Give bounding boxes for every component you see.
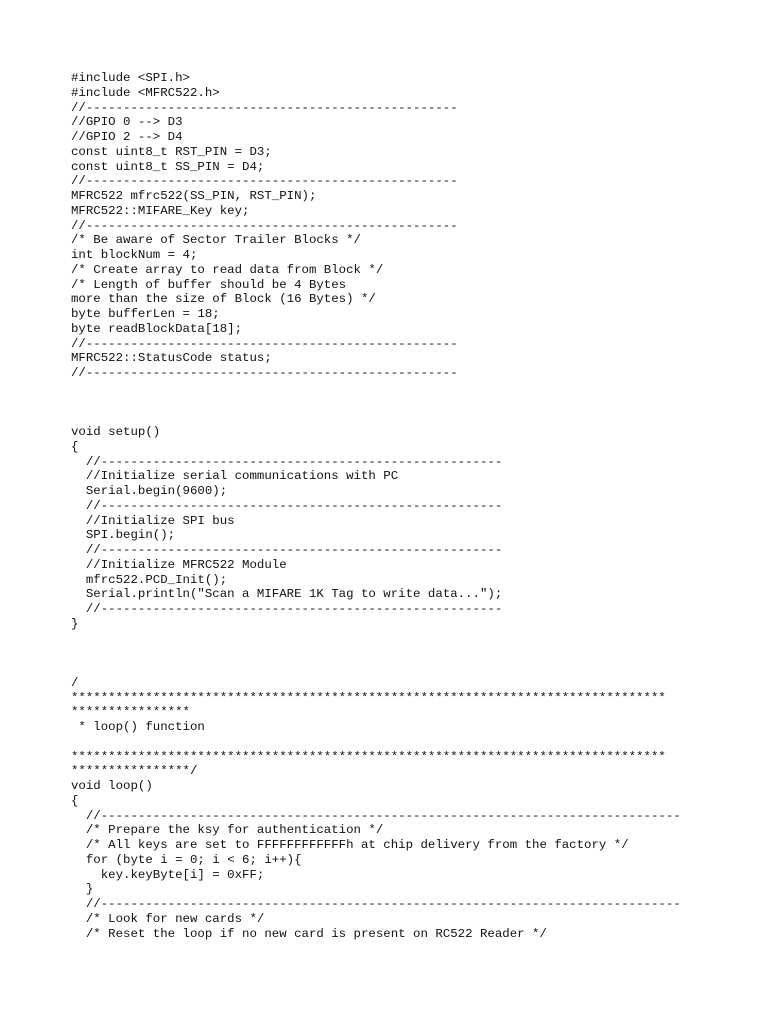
code-line: //------------------------------------------------------ <box>71 498 503 513</box>
code-line: //-------------------------------------------------- <box>71 100 458 115</box>
code-line: /* Length of buffer should be 4 Bytes <box>71 277 347 292</box>
code-line: } <box>71 882 94 897</box>
code-line: //------------------------------------------------------------------------------ <box>71 808 681 823</box>
code-line: //------------------------------------------------------ <box>71 543 503 557</box>
code-line: //------------------------------------------------------------------------------ <box>71 897 681 911</box>
code-line: SPI.begin(); <box>71 528 176 543</box>
code-line: **************** <box>71 705 190 720</box>
code-line: Serial.begin(9600); <box>71 484 228 498</box>
code-line: key.keyByte[i] = 0xFF; <box>71 867 265 882</box>
code-line <box>71 410 761 425</box>
code-line: //Initialize SPI bus <box>71 513 235 528</box>
code-line <box>71 735 761 750</box>
code-line: #include <SPI.h> <box>71 71 190 85</box>
code-line: //-------------------------------------------------- <box>71 174 458 189</box>
code-line <box>71 381 761 396</box>
code-line: ****************/ <box>71 764 198 779</box>
code-line: const uint8_t SS_PIN = D4; <box>71 159 265 174</box>
code-line: /* Reset the loop if no new card is present on RC522 Reader */ <box>71 926 547 941</box>
code-line: more than the size of Block (16 Bytes) */ <box>71 292 376 307</box>
code-line: ******************************************************************************** <box>71 749 666 764</box>
code-line: void loop() <box>71 779 153 793</box>
code-line: /* Be aware of Sector Trailer Blocks */ <box>71 233 361 248</box>
code-line: /* Create array to read data from Block */ <box>71 262 384 277</box>
code-line: / <box>71 675 79 690</box>
code-line: /* All keys are set to FFFFFFFFFFFFh at chip delivery from the factory */ <box>71 838 629 852</box>
code-line: //GPIO 2 --> D4 <box>71 130 183 144</box>
code-line: /* Prepare the ksy for authentication */ <box>71 823 384 838</box>
code-line <box>71 646 761 661</box>
code-line: #include <MFRC522.h> <box>71 85 220 100</box>
code-line: //------------------------------------------------------ <box>71 602 503 616</box>
code-line: void setup() <box>71 425 161 439</box>
code-line: //Initialize serial communications with PC <box>71 469 399 484</box>
code-line: } <box>71 616 79 631</box>
code-line: //GPIO 0 --> D3 <box>71 115 183 130</box>
code-line: { <box>71 439 79 454</box>
code-line: //-------------------------------------------------- <box>71 336 458 351</box>
code-listing <box>71 71 761 941</box>
code-line: for (byte i = 0; i < 6; i++){ <box>71 852 302 867</box>
code-line: //------------------------------------------------------ <box>71 454 503 469</box>
code-line: Serial.println("Scan a MIFARE 1K Tag to write data..."); <box>71 587 503 602</box>
code-line: { <box>71 793 79 808</box>
code-line <box>71 661 761 676</box>
code-line: * loop() function <box>71 720 205 734</box>
code-line: //-------------------------------------------------- <box>71 366 458 380</box>
code-line: mfrc522.PCD_Init(); <box>71 572 228 587</box>
code-line: byte bufferLen = 18; <box>71 307 220 321</box>
code-line <box>71 396 761 411</box>
code-line: int blockNum = 4; <box>71 248 198 262</box>
code-line: byte readBlockData[18]; <box>71 321 243 336</box>
code-line: MFRC522 mfrc522(SS_PIN, RST_PIN); <box>71 189 317 203</box>
code-line: //-------------------------------------------------- <box>71 218 458 233</box>
code-line: /* Look for new cards */ <box>71 911 265 926</box>
code-line: const uint8_t RST_PIN = D3; <box>71 144 272 159</box>
code-line: ******************************************************************************** <box>71 690 666 705</box>
code-line: MFRC522::MIFARE_Key key; <box>71 203 250 218</box>
code-line: //Initialize MFRC522 Module <box>71 557 287 572</box>
code-line: MFRC522::StatusCode status; <box>71 351 272 366</box>
code-line <box>71 632 761 647</box>
